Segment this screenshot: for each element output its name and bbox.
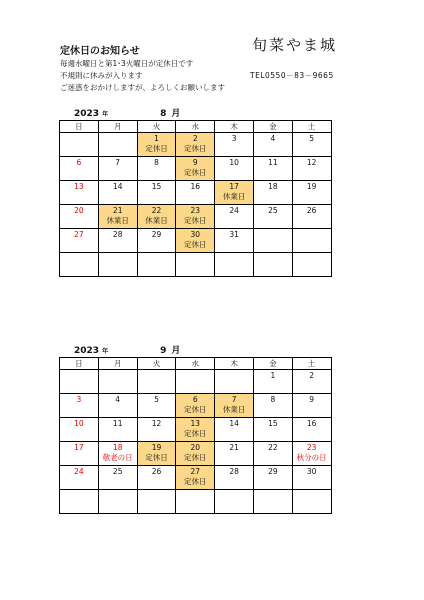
day-note: 定休日: [184, 144, 207, 153]
calendar-month: 8: [160, 109, 167, 119]
day-cell: [253, 181, 292, 205]
day-cell: [215, 466, 254, 490]
day-note: 定休日: [184, 168, 207, 177]
day-cell: [137, 466, 176, 490]
day-number: 12: [306, 158, 317, 167]
calendar-heading-september: [74, 343, 180, 356]
day-number: 5: [309, 134, 315, 143]
day-cell: [137, 157, 176, 181]
day-cell: [176, 442, 215, 466]
day-cell: [215, 157, 254, 181]
day-number: [60, 370, 98, 371]
notice-line-2: 不規則に休みが入ります: [60, 71, 143, 80]
day-number: 10: [229, 158, 239, 167]
day-cell: [60, 205, 99, 229]
weekday-header: 金: [253, 121, 292, 133]
day-cell: [98, 253, 137, 277]
weekday-header: 火: [137, 121, 176, 133]
day-cell: [60, 229, 99, 253]
day-cell: [176, 157, 215, 181]
day-cell: [60, 253, 99, 277]
day-number: 28: [229, 467, 239, 476]
day-cell: [176, 181, 215, 205]
day-note: 敬老の日: [102, 453, 133, 462]
day-cell: [292, 229, 331, 253]
week-row: [60, 490, 332, 514]
day-number: 1: [270, 371, 276, 380]
weekday-header: 日: [60, 121, 99, 133]
day-number: 14: [112, 182, 123, 191]
day-cell: [137, 181, 176, 205]
calendar-month-suffix: 月: [171, 109, 181, 119]
weekday-header-row: [60, 121, 332, 133]
day-note: 定休日: [184, 477, 207, 486]
day-number: [215, 370, 253, 371]
day-cell: [253, 205, 292, 229]
day-number: 9: [192, 158, 198, 167]
day-number: 3: [76, 395, 82, 404]
day-number: [138, 490, 176, 491]
day-number: 17: [74, 443, 84, 452]
day-number: 25: [112, 467, 123, 476]
day-number: 31: [229, 230, 239, 239]
day-number: 27: [190, 467, 201, 476]
weekday-header: 土: [292, 121, 331, 133]
day-number: 10: [74, 419, 84, 428]
weekday-header: 土: [292, 358, 331, 370]
day-number: 29: [268, 467, 278, 476]
day-number: [60, 490, 98, 491]
weekday-header: 木: [215, 121, 254, 133]
calendar-year-suffix: 年: [102, 348, 109, 355]
day-cell: [98, 418, 137, 442]
day-note: 定休日: [184, 405, 207, 414]
week-row: [60, 181, 332, 205]
day-cell: [215, 370, 254, 394]
day-cell: [137, 205, 176, 229]
weekday-header: 日: [60, 358, 99, 370]
day-note: 休業日: [222, 192, 246, 201]
day-number: [254, 229, 292, 230]
calendar-month: 9: [160, 346, 167, 356]
day-note: 定休日: [184, 453, 207, 462]
day-number: 15: [151, 182, 162, 191]
day-cell: [215, 133, 254, 157]
day-number: 18: [112, 443, 123, 452]
day-cell: [292, 181, 331, 205]
week-row: [60, 253, 332, 277]
day-cell: [137, 133, 176, 157]
day-cell: [292, 442, 331, 466]
week-row: [60, 442, 332, 466]
day-cell: [292, 253, 331, 277]
day-number: 7: [115, 158, 121, 167]
day-number: [176, 370, 214, 371]
day-cell: [292, 418, 331, 442]
day-cell: [292, 466, 331, 490]
day-number: [99, 133, 137, 134]
day-cell: [176, 466, 215, 490]
day-cell: [253, 394, 292, 418]
week-row: [60, 157, 332, 181]
day-cell: [215, 229, 254, 253]
day-cell: [176, 205, 215, 229]
day-cell: [98, 394, 137, 418]
day-number: [176, 253, 214, 254]
day-number: 5: [154, 395, 159, 404]
day-number: [99, 370, 137, 371]
day-number: 13: [74, 182, 84, 191]
day-number: [215, 490, 253, 491]
day-cell: [253, 253, 292, 277]
calendar-year: 2023: [74, 109, 100, 119]
week-row: [60, 205, 332, 229]
day-note: 定休日: [184, 240, 207, 249]
day-number: [138, 370, 176, 371]
day-number: 27: [74, 230, 84, 239]
weekday-header: 火: [137, 358, 176, 370]
day-number: 18: [268, 182, 278, 191]
day-cell: [137, 418, 176, 442]
day-cell: [215, 394, 254, 418]
day-cell: [98, 229, 137, 253]
day-note: 休業日: [145, 216, 168, 225]
day-cell: [98, 157, 137, 181]
day-number: [138, 253, 176, 254]
day-number: 4: [115, 395, 121, 404]
day-cell: [253, 133, 292, 157]
day-cell: [253, 490, 292, 514]
day-cell: [253, 370, 292, 394]
day-number: [293, 253, 331, 254]
day-cell: [176, 133, 215, 157]
day-note: 秋分の日: [296, 453, 327, 462]
day-number: 23: [306, 443, 317, 452]
day-number: 20: [190, 443, 201, 452]
weekday-header: 月: [98, 358, 137, 370]
day-number: [99, 253, 137, 254]
day-number: [254, 490, 292, 491]
day-number: [60, 133, 98, 134]
day-number: 30: [306, 467, 317, 476]
notice-line-1: 毎週水曜日と第1･3火曜日が定休日です: [60, 59, 194, 68]
week-row: [60, 229, 332, 253]
day-cell: [215, 253, 254, 277]
day-cell: [98, 205, 137, 229]
day-cell: [60, 394, 99, 418]
day-number: 16: [306, 419, 317, 428]
day-cell: [176, 418, 215, 442]
day-cell: [176, 490, 215, 514]
day-cell: [60, 133, 99, 157]
day-cell: [137, 370, 176, 394]
day-number: 13: [190, 419, 201, 428]
day-number: 12: [151, 419, 162, 428]
day-number: 3: [231, 134, 237, 143]
week-row: [60, 133, 332, 157]
day-cell: [215, 490, 254, 514]
calendar-month-suffix: 月: [171, 346, 181, 356]
day-cell: [60, 490, 99, 514]
week-row: [60, 418, 332, 442]
day-cell: [98, 442, 137, 466]
day-cell: [98, 370, 137, 394]
week-row: [60, 394, 332, 418]
notice-title: 定休日のお知らせ: [60, 46, 140, 57]
day-cell: [60, 466, 99, 490]
day-number: 6: [192, 395, 198, 404]
day-cell: [215, 442, 254, 466]
day-cell: [176, 253, 215, 277]
day-cell: [60, 370, 99, 394]
day-cell: [253, 157, 292, 181]
day-number: 22: [151, 206, 162, 215]
day-number: 19: [306, 182, 317, 191]
day-number: 19: [151, 443, 162, 452]
day-number: 26: [151, 467, 162, 476]
day-cell: [137, 490, 176, 514]
day-number: [254, 253, 292, 254]
week-row: [60, 466, 332, 490]
day-number: 24: [74, 467, 84, 476]
day-cell: [60, 442, 99, 466]
day-cell: [292, 133, 331, 157]
day-number: [293, 490, 331, 491]
day-number: 4: [270, 134, 276, 143]
day-cell: [215, 181, 254, 205]
day-cell: [253, 442, 292, 466]
day-number: 1: [154, 134, 159, 143]
day-cell: [60, 418, 99, 442]
day-cell: [292, 157, 331, 181]
day-number: 25: [268, 206, 278, 215]
day-cell: [98, 466, 137, 490]
day-cell: [60, 157, 99, 181]
day-cell: [137, 394, 176, 418]
day-cell: [137, 442, 176, 466]
day-number: 21: [112, 206, 123, 215]
day-number: 8: [154, 158, 159, 167]
day-cell: [292, 205, 331, 229]
day-cell: [215, 418, 254, 442]
day-number: 2: [192, 134, 198, 143]
weekday-header: 木: [215, 358, 254, 370]
day-number: 2: [309, 371, 315, 380]
day-cell: [98, 181, 137, 205]
day-cell: [98, 133, 137, 157]
day-number: 28: [112, 230, 123, 239]
day-number: 17: [229, 182, 239, 191]
calendar-heading-august: [74, 106, 180, 119]
day-number: 11: [268, 158, 278, 167]
day-cell: [98, 490, 137, 514]
day-number: 16: [190, 182, 201, 191]
telephone: TEL0550－83－9665: [250, 71, 334, 80]
day-cell: [292, 394, 331, 418]
day-note: 定休日: [145, 144, 168, 153]
day-number: 14: [229, 419, 239, 428]
day-note: 休業日: [106, 216, 129, 225]
day-cell: [176, 370, 215, 394]
day-number: 15: [268, 419, 278, 428]
day-number: 9: [309, 395, 315, 404]
day-number: 8: [270, 395, 276, 404]
day-cell: [137, 229, 176, 253]
calendar-september: [59, 357, 332, 514]
day-number: 20: [74, 206, 84, 215]
day-cell: [253, 466, 292, 490]
calendar-year-suffix: 年: [102, 111, 109, 118]
day-number: [60, 253, 98, 254]
calendar-year: 2023: [74, 346, 100, 356]
day-number: 29: [151, 230, 162, 239]
day-number: 24: [229, 206, 239, 215]
day-number: 6: [76, 158, 82, 167]
weekday-header: 水: [176, 358, 215, 370]
calendar-august: [59, 120, 332, 277]
weekday-header: 金: [253, 358, 292, 370]
weekday-header-row: [60, 358, 332, 370]
day-number: 26: [306, 206, 317, 215]
day-cell: [137, 253, 176, 277]
day-cell: [176, 229, 215, 253]
day-cell: [292, 370, 331, 394]
weekday-header: 月: [98, 121, 137, 133]
day-note: 定休日: [184, 216, 207, 225]
day-number: 22: [268, 443, 278, 452]
day-number: 21: [229, 443, 239, 452]
day-number: [176, 490, 214, 491]
day-number: [293, 229, 331, 230]
day-note: 休業日: [222, 405, 246, 414]
notice-line-3: ご迷惑をおかけしますが、よろしくお願いします: [60, 83, 225, 92]
day-number: 30: [190, 230, 201, 239]
day-number: [99, 490, 137, 491]
brand-name: 旬菜やま城: [252, 36, 338, 54]
day-note: 定休日: [145, 453, 168, 462]
day-number: 11: [112, 419, 123, 428]
day-cell: [292, 490, 331, 514]
weekday-header: 水: [176, 121, 215, 133]
day-cell: [253, 418, 292, 442]
day-cell: [176, 394, 215, 418]
day-number: [215, 253, 253, 254]
week-row: [60, 370, 332, 394]
day-cell: [60, 181, 99, 205]
day-number: 7: [231, 395, 237, 404]
day-note: 定休日: [184, 429, 207, 438]
day-cell: [253, 229, 292, 253]
day-number: 23: [190, 206, 201, 215]
day-cell: [215, 205, 254, 229]
